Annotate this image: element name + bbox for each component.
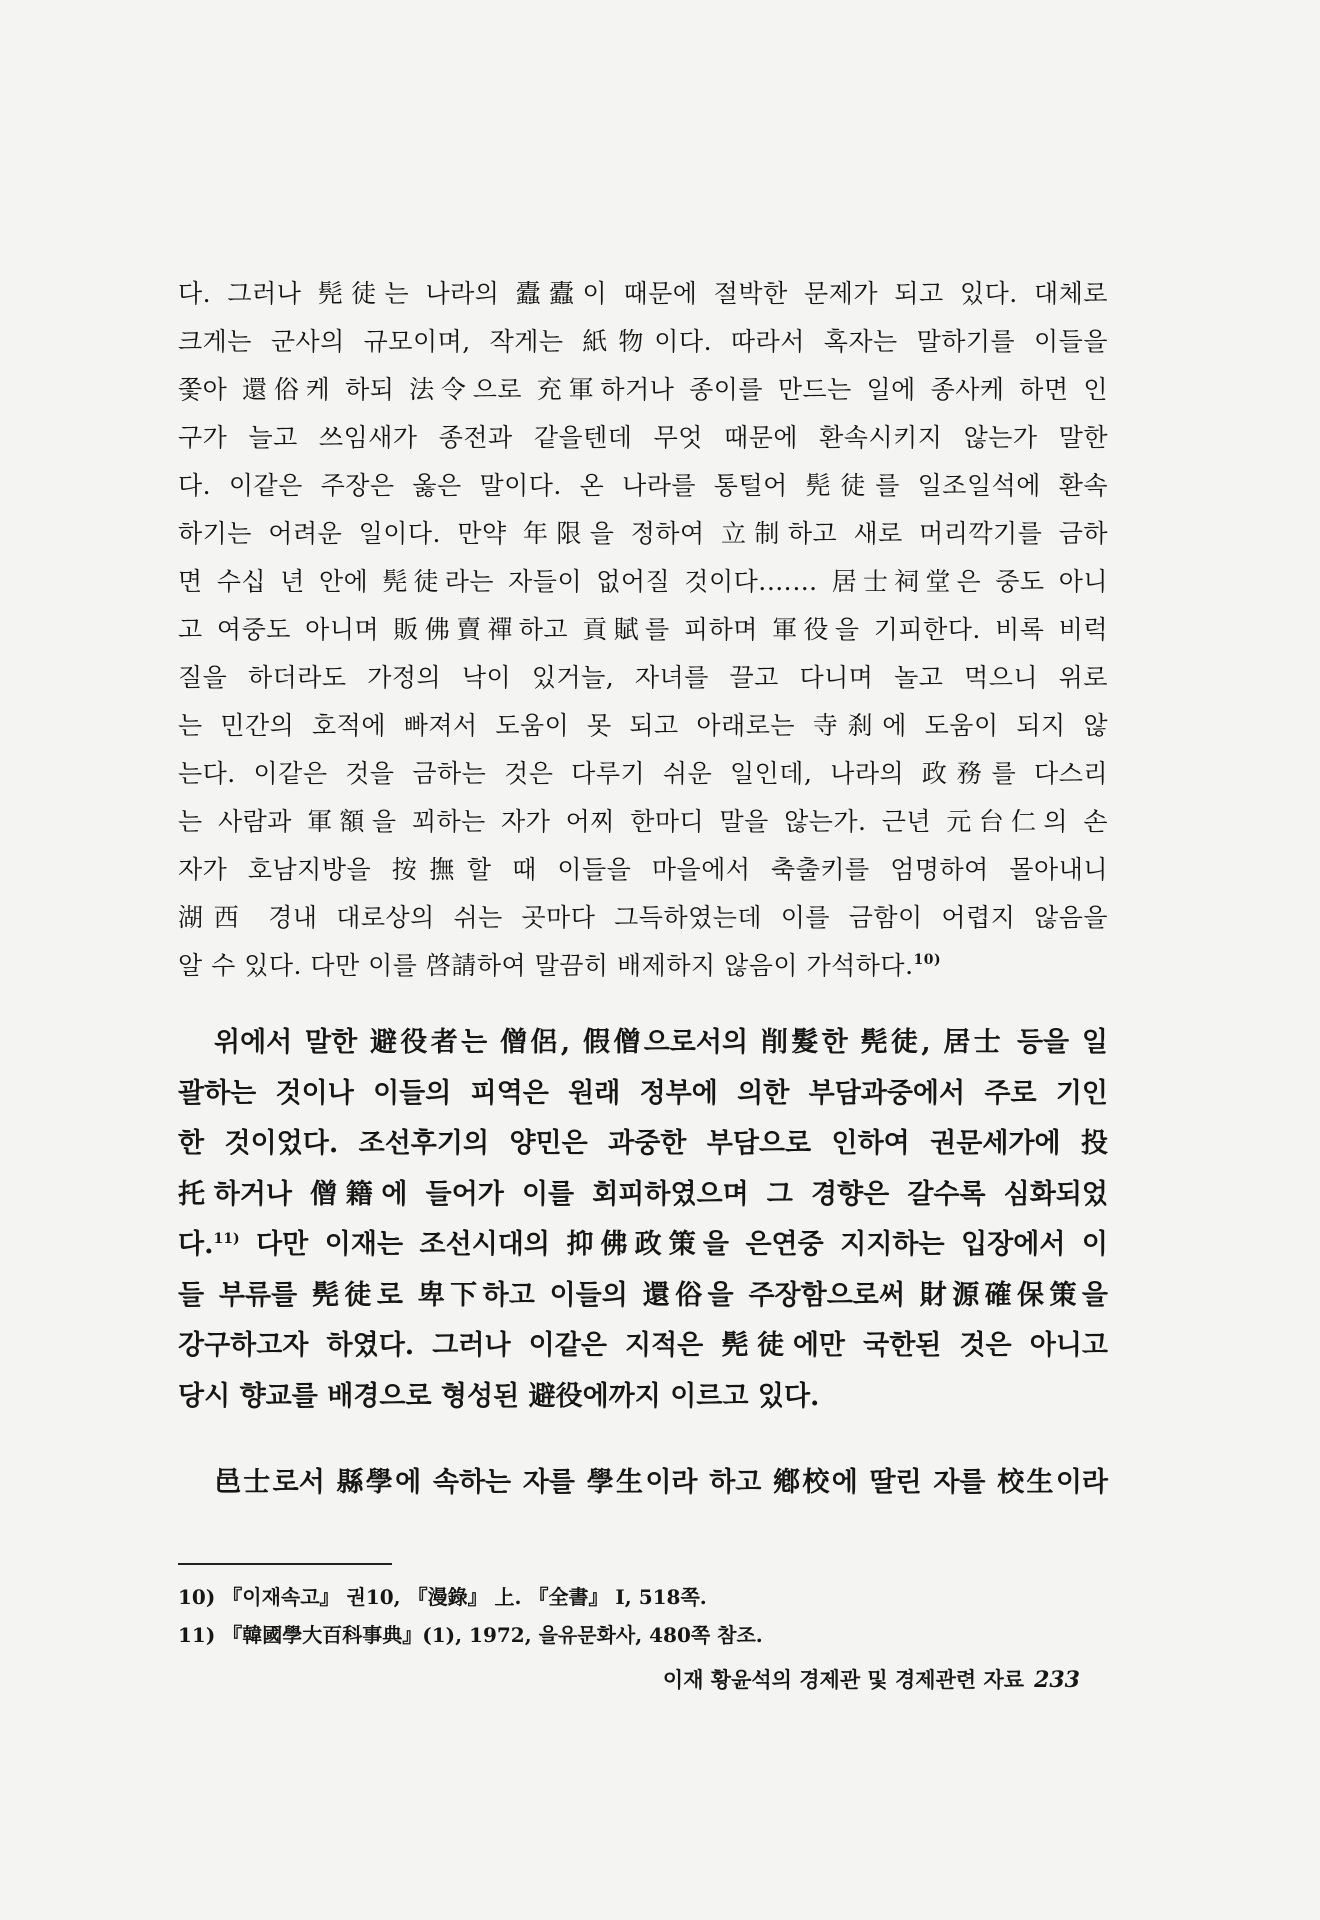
body-line: 托하거나 僧籍에 들어가 이를 회피하였으며 그 경향은 갈수록 심화되었 [178, 1178, 1108, 1210]
body-line: 한 것이었다. 조선후기의 양민은 과중한 부담으로 인하여 권문세가에 投 [178, 1128, 1108, 1159]
quote-line: 고 여중도 아니며 販佛賣禪하고 貢賦를 피하며 軍役을 기피한다. 비록 비럭 [178, 615, 1108, 644]
quote-line: 다. 그러나 髡徒는 나라의 蠹蠹이 때문에 절박한 문제가 되고 있다. 대체로 [178, 279, 1108, 308]
quote-line: 는 민간의 호적에 빠져서 도움이 못 되고 아래로는 寺刹에 도움이 되지 않 [178, 711, 1108, 740]
quote-line: 질을 하더라도 가정의 낙이 있거늘, 자녀를 끌고 다니며 놀고 먹으니 위로 [178, 663, 1108, 692]
quote-line: 는 사람과 軍額을 꾀하는 자가 어찌 한마디 말을 않는가. 근년 元台仁의 손 [178, 807, 1108, 836]
body-line: 괄하는 것이나 이들의 피역은 원래 정부에 의한 부담과중에서 주로 기인 [178, 1077, 1108, 1109]
quoted-passage [178, 270, 1108, 990]
body-paragraph [178, 1018, 1108, 1422]
quote-line: 자가 호남지방을 按撫할 때 이들을 마을에서 축출키를 엄명하여 몰아내니 [178, 855, 1108, 884]
body-line-text: 다만 이재는 조선시대의 抑佛政策을 은연중 지지하는 입장에서 이 [239, 1229, 1108, 1260]
footnote-divider [178, 1563, 392, 1565]
page-number: 233 [1034, 1667, 1080, 1693]
quote-line: 는다. 이같은 것을 금하는 것은 다루기 쉬운 일인데, 나라의 政務를 다스리 [178, 759, 1108, 788]
quote-line: 구가 늘고 쓰임새가 종전과 같을텐데 무엇 때문에 환속시키지 않는가 말한 [178, 423, 1108, 452]
footnote-10: 10) 『이재속고』 권10, 『漫錄』 上. 『全書』 I, 518쪽. [178, 1585, 707, 1609]
quote-line: 다. 이같은 주장은 옳은 말이다. 온 나라를 통털어 髡徒를 일조일석에 환속 [178, 471, 1108, 500]
quote-line: 크게는 군사의 규모이며, 작게는 紙物이다. 따라서 혹자는 말하기를 이들을 [178, 327, 1108, 356]
quote-line-text: 알 수 있다. 다만 이를 啓請하여 말끔히 배제하지 않음이 가석하다. [178, 951, 914, 980]
body-line [178, 1220, 1108, 1271]
body-line: 강구하고자 하였다. 그러나 이같은 지적은 髡徒에만 국한된 것은 아니고 [178, 1330, 1108, 1361]
quote-line-last [178, 942, 1108, 990]
quote-line: 하기는 어려운 일이다. 만약 年限을 정하여 立制하고 새로 머리깍기를 금하 [178, 519, 1108, 548]
body-line-last: 당시 향교를 배경으로 형성된 避役에까지 이르고 있다. [178, 1380, 820, 1412]
body-line: 들 부류를 髡徒로 卑下하고 이들의 還俗을 주장함으로써 財源確保策을 [178, 1279, 1108, 1311]
footnote-11: 11) 『韓國學大百科事典』(1), 1972, 을유문화사, 480쪽 참조. [178, 1623, 763, 1647]
quote-line: 湖西 경내 대로상의 쉬는 곳마다 그득하였는데 이를 금함이 어렵지 않음을 [178, 903, 1108, 932]
paragraph-start-line: 邑士로서 縣學에 속하는 자를 學生이라 하고 鄕校에 딸린 자를 校生이라 [214, 1467, 1108, 1498]
footnote-ref-10: 10) [913, 952, 942, 968]
running-title: 이재 황윤석의 경제관 및 경제관련 자료 [662, 1667, 1025, 1692]
footnotes [178, 1578, 978, 1654]
quote-line: 면 수십 년 안에 髡徒라는 자들이 없어질 것이다.…… 居士祠堂은 중도 아니 [178, 567, 1108, 596]
footnote-ref-11: 11) [213, 1231, 240, 1247]
running-footer [560, 1660, 1080, 1700]
body-line: 위에서 말한 避役者는 僧侶, 假僧으로서의 削髮한 髡徒, 居士 등을 일 [214, 1027, 1108, 1058]
quote-line: 쫓아 還俗케 하되 法令으로 充軍하거나 종이를 만드는 일에 종사케 하면 인 [178, 375, 1108, 404]
body-line-text: 다. [178, 1229, 214, 1260]
